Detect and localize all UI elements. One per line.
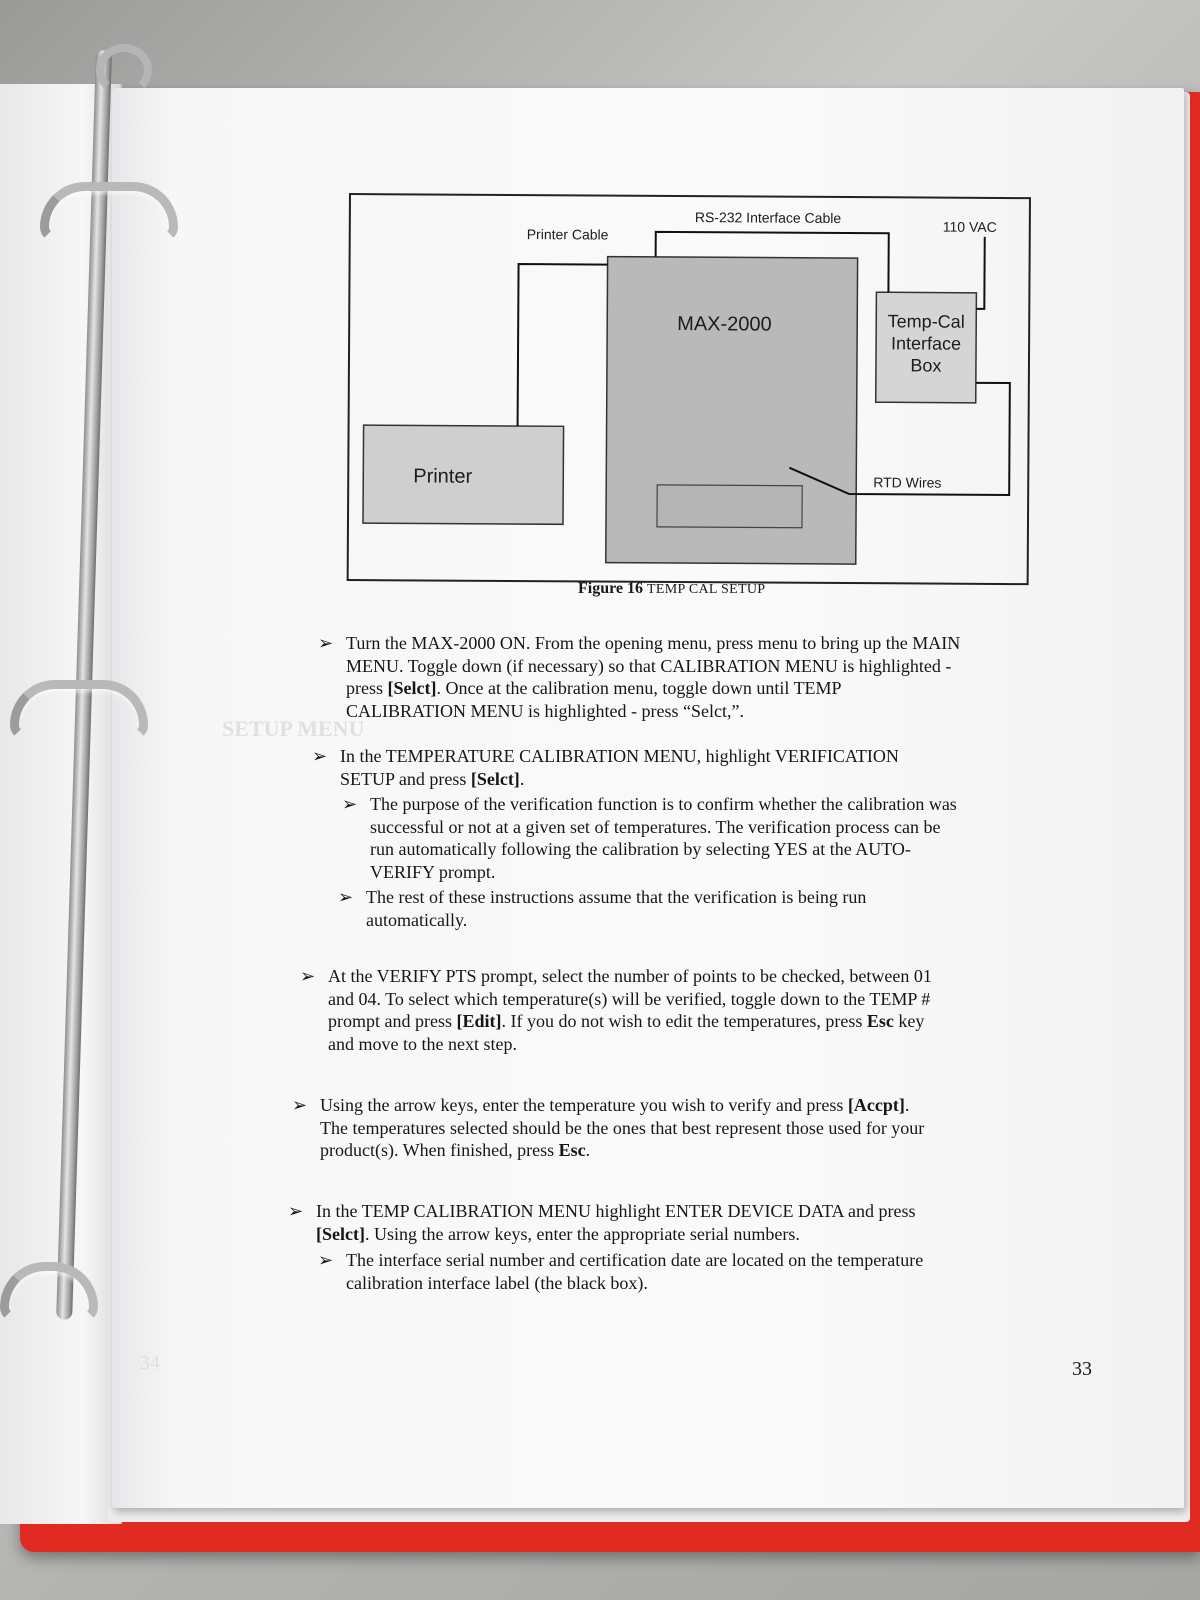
instruction-text: In the TEMP CALIBRATION MENU highlight ENTER DEVICE DATA and press [316,1201,916,1221]
instruction-text: . Once at the calibration menu, toggle down until TEMP [436,678,842,698]
instruction-line [328,965,1068,988]
binder-ring-2 [10,680,148,740]
instruction-text: Turn the MAX-2000 ON. From the opening menu, press menu to bring up the MAIN [346,633,961,653]
key-name: [Selct] [470,768,520,789]
instruction-text: VERIFY prompt. [370,861,496,882]
instruction-text: The rest of these instructions assume that the verification is being run [366,887,867,907]
instruction-line [320,1117,1070,1140]
vac-label: 110 VAC [942,218,997,235]
temp-cal-label-line-1: Temp-Cal [887,311,965,332]
instruction-line [346,1249,1076,1272]
instruction-text: The purpose of the verification function is to confirm whether the calibration was [370,794,957,814]
instruction-text: press [346,678,388,698]
instruction-text: At the VERIFY PTS prompt, select the number of points to be checked, between 01 [328,966,932,986]
instruction-text: . [519,768,525,789]
instruction-line [346,677,1066,700]
key-name: [Accpt] [847,1095,905,1115]
instruction-line [370,793,1070,816]
instruction-line [370,816,1070,839]
temp-cal-label [878,310,974,377]
instruction-text: run automatically following the calibration by selecting YES at the AUTO- [370,839,911,859]
figure-caption-number: Figure 16 [578,580,644,597]
instruction-step-2b [338,886,1066,931]
instruction-step-5a [318,1249,1076,1294]
instruction-line [328,1010,1068,1033]
instruction-text: successful or not at a given set of temperatures. The verification process can be [370,816,941,837]
instruction-line [366,909,1066,932]
bullet-arrow-icon: ➢ [300,966,316,986]
instruction-line [316,1223,1076,1246]
key-name: Esc [558,1140,586,1160]
instruction-text: . [585,1140,591,1160]
key-name: [Edit] [456,1011,502,1031]
bullet-arrow-icon: ➢ [342,794,358,814]
instruction-text: prompt and press [328,1011,457,1031]
key-name: [Selct] [316,1223,365,1244]
setup-diagram [349,195,1029,583]
instruction-text: SETUP and press [340,768,471,789]
instruction-line [328,988,1068,1011]
bullet-arrow-icon: ➢ [288,1201,304,1221]
temp-cal-label-line-2: Interface [890,333,962,354]
instruction-line [320,1094,1070,1117]
instruction-text: . If you do not wish to edit the temperatures, press [501,1011,867,1031]
figure-caption-title: TEMP CAL SETUP [647,582,766,597]
instruction-line [366,886,1066,909]
instruction-text: The interface serial number and certification date are located on the temperature [346,1250,924,1270]
key-name: [Selct] [387,678,437,698]
temp-cal-label-line-3: Box [910,355,942,376]
instruction-step-2a [342,793,1070,883]
instruction-line [316,1200,1076,1223]
bullet-arrow-icon: ➢ [318,633,334,653]
rtd-wires-label: RTD Wires [873,474,942,491]
rs232-label: RS-232 Interface Cable [694,209,842,227]
binder-ring-1 [40,182,178,242]
instruction-line [346,1272,1076,1295]
page-number: 33 [1072,1358,1092,1380]
printer-cable-label: Printer Cable [526,226,609,243]
instruction-line [370,861,1070,884]
instruction-text: . Using the arrow keys, enter the appropriate serial numbers. [364,1223,800,1244]
bullet-arrow-icon: ➢ [312,746,328,766]
printer-label: Printer [413,465,473,488]
instruction-line [320,1139,1070,1162]
figure-caption [578,580,765,598]
instruction-text: . [904,1095,910,1115]
instruction-text: calibration interface label (the black box). [346,1272,648,1293]
instruction-step-4 [292,1094,1070,1162]
instruction-step-3 [300,965,1068,1055]
instruction-line [328,1033,1068,1056]
instruction-line [340,768,1060,791]
bullet-arrow-icon: ➢ [292,1095,308,1115]
instruction-line [346,700,1066,723]
instruction-text: The temperatures selected should be the ones that best represent those used for your [320,1117,925,1138]
instruction-text: automatically. [366,909,468,930]
instruction-step-5 [288,1200,1076,1245]
vac-line [976,237,984,309]
instruction-step-1 [318,632,1066,722]
instruction-text: product(s). When finished, press [320,1140,559,1160]
instruction-line [340,745,1060,768]
instruction-text: In the TEMPERATURE CALIBRATION MENU, highlight VERIFICATION [340,746,899,766]
binder-ring-top [96,44,152,96]
instruction-text: Using the arrow keys, enter the temperature you wish to verify and press [320,1095,848,1115]
instruction-line [370,838,1070,861]
instruction-text: and 04. To select which temperature(s) will be verified, toggle down to the TEMP # [328,988,931,1009]
bullet-arrow-icon: ➢ [338,887,354,907]
key-name: Esc [866,1011,894,1031]
max2000-slot [657,485,802,528]
printer-cable-line [518,264,608,427]
max2000-label: MAX-2000 [677,313,772,336]
instruction-line [346,655,1066,678]
instruction-text: CALIBRATION MENU is highlighted - press “Selct,”. [346,700,744,721]
bullet-arrow-icon: ➢ [318,1250,334,1270]
instruction-text: and move to the next step. [328,1033,517,1054]
instruction-text: key [893,1011,925,1031]
instruction-line [346,632,1066,655]
instruction-text: MENU. Toggle down (if necessary) so that CALIBRATION MENU is highlighted - [346,655,952,676]
instruction-step-2 [312,745,1060,790]
temp-cal-setup-figure [347,193,1031,585]
